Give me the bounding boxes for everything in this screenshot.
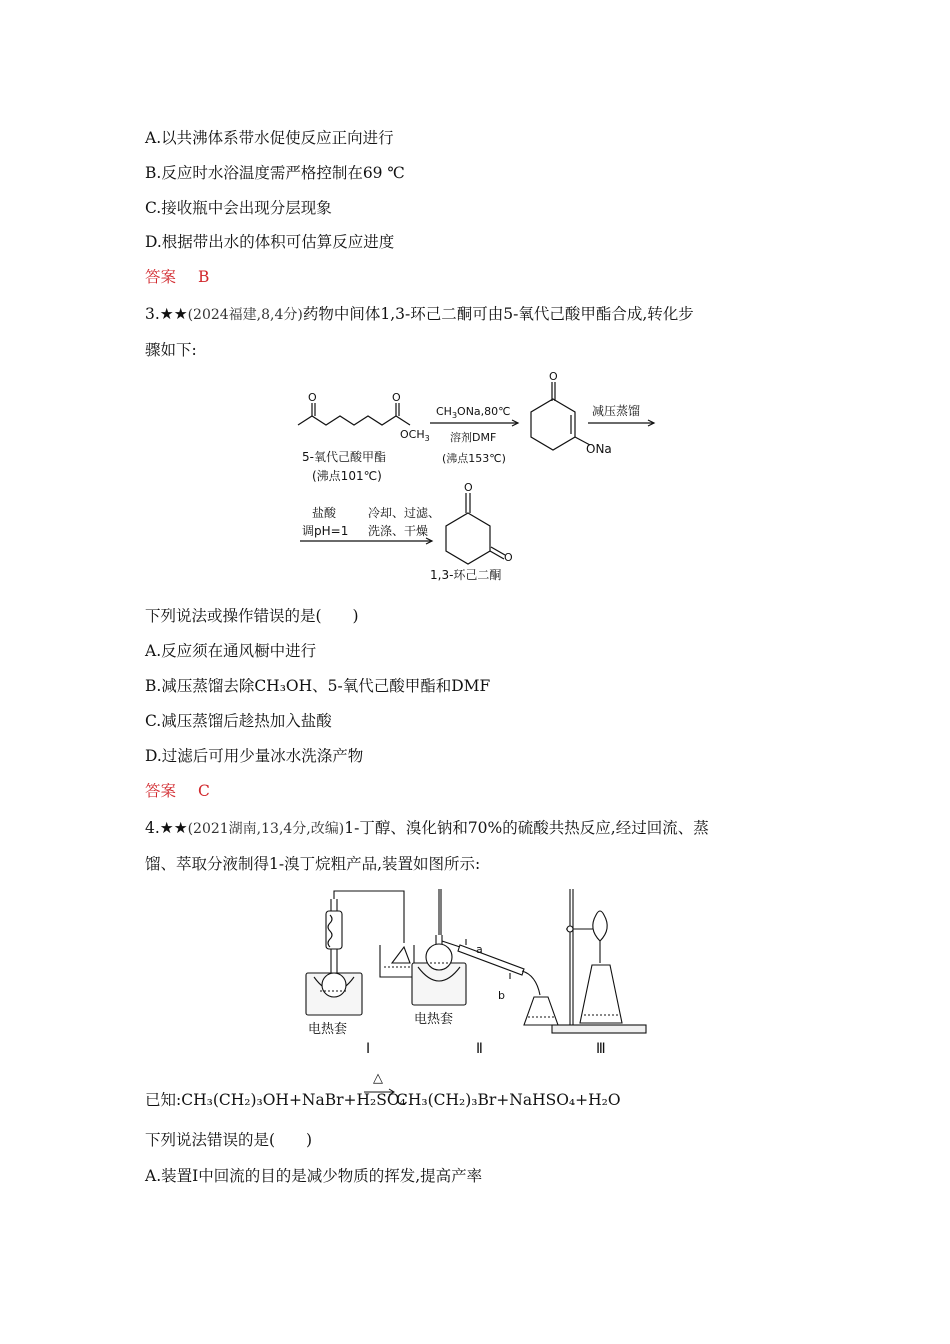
condition2: 减压蒸馏 [592,404,641,418]
q4-source: (2021湖南,13,4分,改编) [187,821,345,837]
q4-stem [145,818,709,839]
condition3-top: 盐酸 [312,506,337,520]
q3-question: 下列说法或操作错误的是( ) [145,607,359,625]
q3-stem-line2: 骤如下: [145,341,197,359]
q4-stem-line2: 馏、萃取分液制得1-溴丁烷粗产品,装置如图所示: [145,855,481,873]
reactant-bp: (沸点101℃) [312,469,382,483]
q4-stars: ★★ [159,819,188,837]
known-prefix: 已知: [145,1091,182,1109]
q4-number: 4. [145,819,160,837]
equation-right: CH₃(CH₂)₃Br+NaHSO₄+H₂O [396,1091,621,1109]
q3-answer [145,781,210,801]
apparatus-label-2: Ⅱ [476,1041,483,1057]
product-carbonyl-o1: O [464,481,473,494]
condition1-top: $CH_3ONa,80℃$ [436,405,511,420]
product-name: 1,3-环己二酮 [430,568,502,582]
condenser-label-b: b [498,989,505,1002]
ester-group: $OCH_3$ [400,428,430,443]
enolate-carbonyl-o: O [549,370,558,383]
q3-option-b: B.减压蒸馏去除CH₃OH、5-氧代己酸甲酯和DMF [145,677,491,695]
q2-answer-value: B [198,268,210,286]
q2-answer [145,267,209,287]
product-carbonyl-o2: O [504,551,513,564]
q3-option-d: D.过滤后可用少量冰水洗涤产物 [145,747,364,765]
reaction-arrow [364,1066,396,1100]
heater-label-2: 电热套 [414,1012,454,1027]
q4-stem-text: 1-丁醇、溴化钠和70%的硫酸共热反应,经过回流、蒸 [344,819,709,837]
q3-option-a: A.反应须在通风橱中进行 [145,642,317,660]
condition3-bot: 调pH=1 [302,524,349,538]
q4-option-a: A.装置Ⅰ中回流的目的是减少物质的挥发,提高产率 [145,1167,483,1185]
condenser-label-a: a [476,943,483,956]
q3-stars: ★★ [159,305,188,323]
q3-source: (2024福建,8,4分) [187,307,303,323]
heater-label-1: 电热套 [308,1022,348,1037]
reactant-name: 5-氧代己酸甲酯 [302,450,386,464]
q3-answer-value: C [198,782,210,800]
q2-option-a: A.以共沸体系带水促使反应正向进行 [145,129,394,147]
q2-option-d: D.根据带出水的体积可估算反应进度 [145,233,395,251]
condition4-bot: 洗涤、干燥 [368,524,429,538]
apparatus-figure [300,885,650,1065]
q2-option-c: C.接收瓶中会出现分层现象 [145,199,332,217]
reaction-scheme [290,365,670,585]
apparatus-label-1: Ⅰ [366,1041,371,1057]
heat-symbol: △ [373,1071,383,1086]
q4-question: 下列说法错误的是( ) [145,1131,313,1149]
q3-stem-text: 药物中间体1,3-环己二酮可由5-氧代己酸甲酯合成,转化步 [302,305,694,323]
equation-left: CH₃(CH₂)₃OH+NaBr+H₂SO₄ [181,1091,406,1109]
reactant-ketone-o: O [308,391,317,404]
apparatus-label-3: Ⅲ [596,1041,606,1057]
q3-answer-label: 答案 [145,782,177,800]
reactant-ester-o: O [392,391,401,404]
condition4-top: 冷却、过滤、 [368,506,441,520]
ona-label: ONa [586,442,612,456]
q2-answer-label: 答案 [145,268,177,286]
q3-number: 3. [145,305,160,323]
condition1-mid: 溶剂DMF [450,431,497,444]
q2-option-b: B.反应时水浴温度需严格控制在69 ℃ [145,164,405,182]
condition1-bot: (沸点153℃) [442,452,506,465]
q3-stem [145,304,694,325]
q3-option-c: C.减压蒸馏后趁热加入盐酸 [145,712,332,730]
